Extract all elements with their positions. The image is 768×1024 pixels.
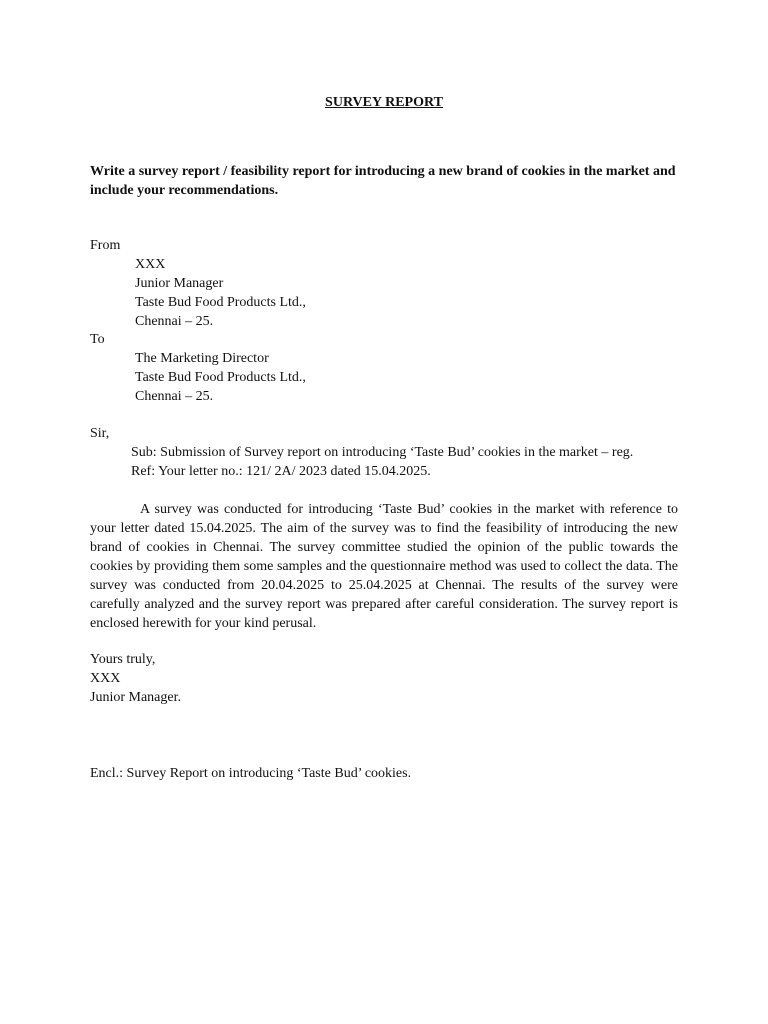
reference-line: Ref: Your letter no.: 121/ 2A/ 2023 dated 15.04.2025. xyxy=(131,464,431,479)
salutation: Sir, xyxy=(90,426,110,441)
enclosure-line: Encl.: Survey Report on introducing ‘Taste Bud’ cookies. xyxy=(90,766,412,781)
document-title: SURVEY REPORT xyxy=(325,95,443,110)
subject-line: Sub: Submission of Survey report on introducing ‘Taste Bud’ cookies in the market – reg. xyxy=(131,445,634,460)
to-line: Taste Bud Food Products Ltd., xyxy=(135,370,306,385)
question-text: Write a survey report / feasibility report for introducing a new brand of cookies in the market and include your recommendations. xyxy=(90,164,676,198)
signatory-designation: Junior Manager. xyxy=(90,690,181,705)
to-line: The Marketing Director xyxy=(135,351,269,366)
from-line: Taste Bud Food Products Ltd., xyxy=(135,295,306,310)
from-line: Junior Manager xyxy=(135,276,224,291)
from-label: From xyxy=(90,238,121,253)
from-line: XXX xyxy=(135,257,166,272)
to-label: To xyxy=(90,332,105,347)
to-line: Chennai – 25. xyxy=(135,389,214,404)
signatory-name: XXX xyxy=(90,671,121,686)
body-paragraph: A survey was conducted for introducing ‘Taste Bud’ cookies in the market with reference to your letter dated 15.04.2025. The aim of the survey was to find the feasibility of introducing the new brand of cookies in Chennai. The survey committee studied the opinion of the public towards the cookies by providing them some samples and the questionnaire method was used to collect the data. The survey was conducted from 20.04.2025 to 25.04.2025 at Chennai. The results of the survey were carefully analyzed and the survey report was prepared after careful consideration. The survey report is enclosed herewith for your kind perusal. xyxy=(90,502,678,631)
valediction: Yours truly, xyxy=(90,652,156,667)
from-line: Chennai – 25. xyxy=(135,314,214,329)
